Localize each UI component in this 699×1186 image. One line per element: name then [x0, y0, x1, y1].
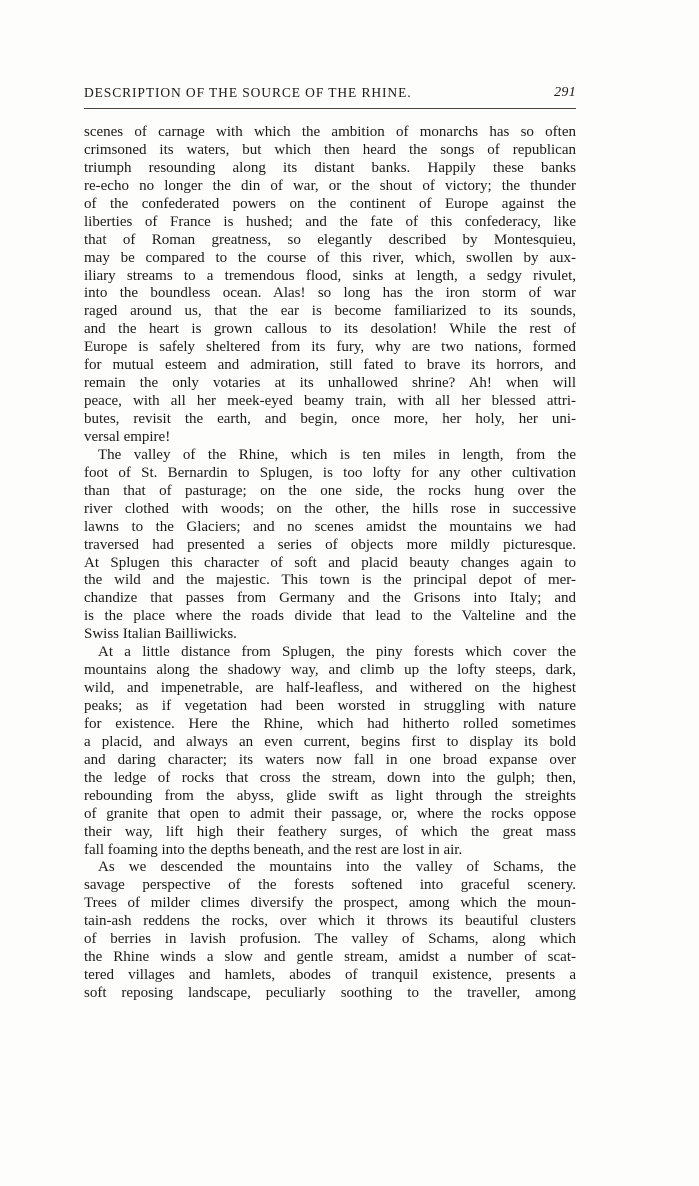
- text-line: the wild and the majestic. This town is the principal depot of mer-: [84, 572, 576, 589]
- running-title: DESCRIPTION OF THE SOURCE OF THE RHINE.: [84, 85, 412, 100]
- text-line: peace, with all her meek-eyed beamy train, with all her blessed attri-: [84, 393, 576, 410]
- text-line: mountains along the shadowy way, and climb up the lofty steeps, dark,: [84, 662, 576, 679]
- text-line: the ledge of rocks that cross the stream, down into the gulph; then,: [84, 769, 576, 786]
- text-line: liberties of France is hushed; and the fate of this confederacy, like: [84, 213, 576, 230]
- text-line: soft reposing landscape, peculiarly soothing to the traveller, among: [84, 985, 576, 1001]
- text-line: and daring character; its waters now fall in one broad expanse over: [84, 751, 576, 768]
- text-line: a placid, and always an even current, begins first to display its bold: [84, 733, 576, 750]
- text-line: is the place where the roads divide that lead to the Valteline and the: [84, 608, 576, 625]
- header-rule: [84, 108, 576, 109]
- text-line: that of Roman greatness, so elegantly described by Montesquieu,: [84, 231, 576, 248]
- text-line: of granite that open to admit their passage, or, where the rocks oppose: [84, 805, 576, 822]
- body-text: [84, 124, 576, 1003]
- text-line: the Rhine winds a slow and gentle stream, amidst a number of scat-: [84, 949, 576, 966]
- page-number: 291: [554, 85, 576, 100]
- text-line: rebounding from the abyss, glide swift as light through the streights: [84, 787, 576, 804]
- text-line: At a little distance from Splugen, the piny forests which cover the: [98, 644, 576, 661]
- paragraph-1: [84, 124, 576, 447]
- running-head: [84, 82, 576, 104]
- text-line: into the boundless ocean. Alas! so long has the iron storm of war: [84, 285, 576, 302]
- text-line: Swiss Italian Bailliwicks.: [84, 626, 237, 643]
- text-line: may be compared to the course of this river, which, swollen by aux-: [84, 249, 576, 266]
- text-line: At Splugen this character of soft and placid beauty changes again to: [84, 554, 576, 571]
- text-line: for existence. Here the Rhine, which had hitherto rolled sometimes: [84, 715, 576, 732]
- text-line: and the heart is grown callous to its desolation! While the rest of: [84, 321, 576, 338]
- text-line: remain the only votaries at its unhallowed shrine? Ah! when will: [84, 375, 576, 392]
- text-line: re-echo no longer the din of war, or the shout of victory; the thunder: [84, 177, 576, 194]
- text-line: foot of St. Bernardin to Splugen, is too lofty for any other cultivation: [84, 464, 576, 481]
- text-line: versal empire!: [84, 428, 171, 445]
- text-line: their way, lift high their feathery surges, of which the great mass: [84, 823, 576, 840]
- text-line: peaks; as if vegetation had been worsted in struggling with nature: [84, 698, 576, 714]
- text-line: tain-ash reddens the rocks, over which it throws its beautiful clusters: [84, 913, 576, 930]
- text-line: butes, revisit the earth, and begin, once more, her holy, her uni-: [84, 411, 576, 427]
- text-line: savage perspective of the forests softened into graceful scenery.: [84, 877, 576, 894]
- text-line: As we descended the mountains into the valley of Schams, the: [98, 859, 576, 876]
- text-line: river clothed with woods; on the other, the hills rose in successive: [84, 500, 576, 517]
- text-line: scenes of carnage with which the ambition of monarchs has so often: [84, 124, 576, 140]
- text-line: Europe is safely sheltered from its fury, why are two nations, formed: [84, 339, 576, 356]
- text-line: for mutual esteem and admiration, still fated to brave its horrors, and: [84, 357, 576, 374]
- text-line: fall foaming into the depths beneath, and the rest are lost in air.: [84, 841, 463, 858]
- text-line: traversed had presented a series of objects more mildly picturesque.: [84, 536, 576, 553]
- text-line: of the confederated powers on the continent of Europe against the: [84, 195, 576, 212]
- text-line: tered villages and hamlets, abodes of tranquil existence, presents a: [84, 967, 576, 984]
- text-line: Trees of milder climes diversify the prospect, among which the moun-: [84, 895, 576, 912]
- paragraph-4: [84, 859, 576, 1003]
- paragraph-3: [84, 644, 576, 859]
- text-line: lawns to the Glaciers; and no scenes amidst the mountains we had: [84, 518, 576, 535]
- text-line: The valley of the Rhine, which is ten miles in length, from the: [98, 446, 576, 463]
- text-line: than that of pasturage; on the one side, the rocks hung over the: [84, 482, 576, 499]
- text-line: chandize that passes from Germany and the Grisons into Italy; and: [84, 590, 576, 607]
- text-line: iliary streams to a tremendous flood, sinks at length, a sedgy rivulet,: [84, 267, 576, 284]
- text-line: raged around us, that the ear is become familiarized to its sounds,: [84, 303, 576, 320]
- paragraph-2: [84, 447, 576, 644]
- text-line: crimsoned its waters, but which then heard the songs of republican: [84, 141, 576, 158]
- text-line: wild, and impenetrable, are half-leafless, and withered on the highest: [84, 680, 576, 697]
- text-line: triumph resounding along its distant banks. Happily these banks: [84, 159, 576, 176]
- text-line: of berries in lavish profusion. The valley of Schams, along which: [84, 931, 576, 948]
